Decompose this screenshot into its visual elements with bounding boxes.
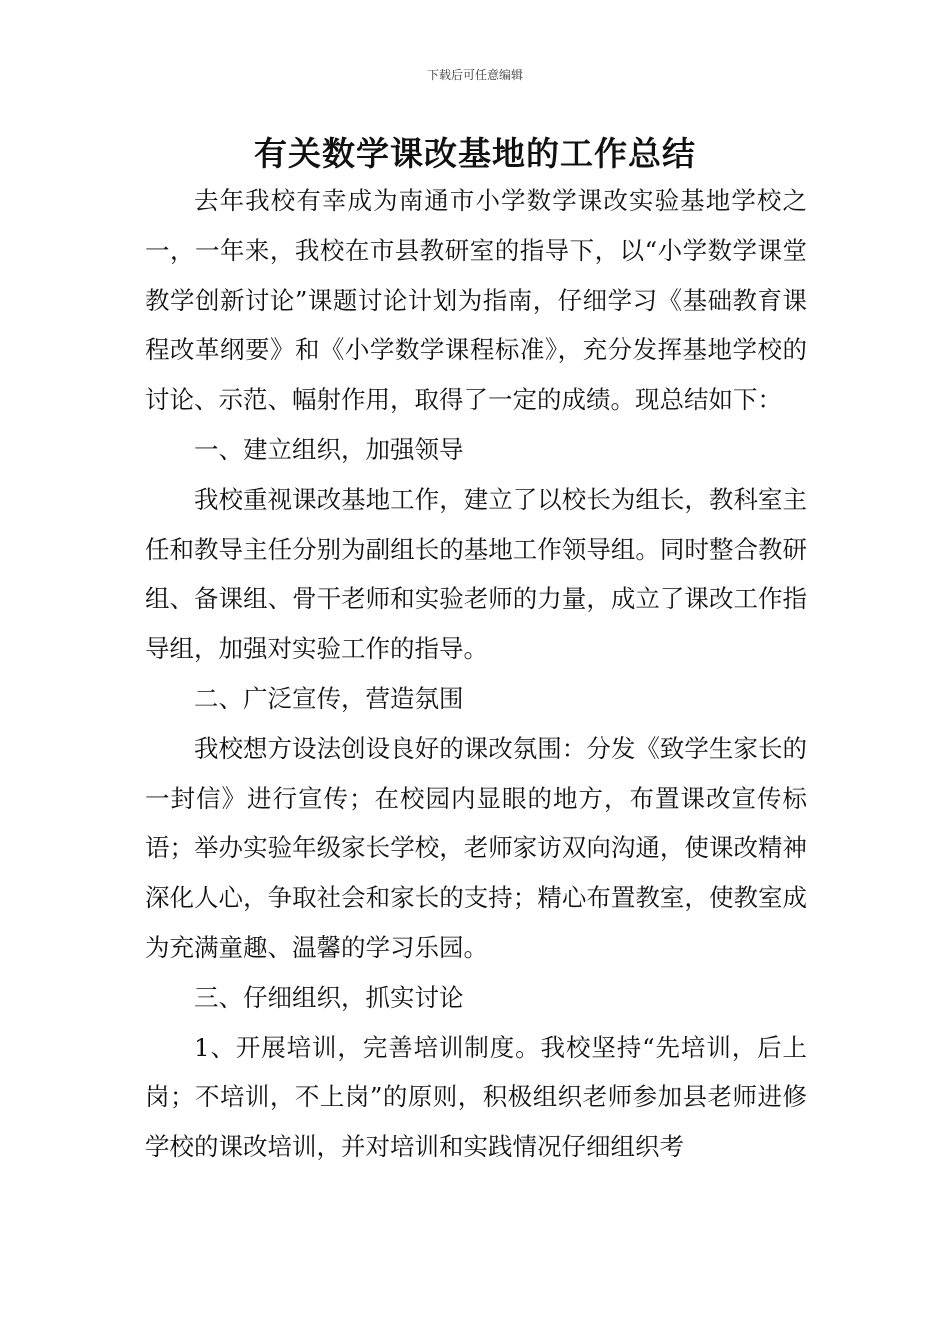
document-title: 有关数学课改基地的工作总结	[254, 134, 696, 173]
document-body	[145, 176, 807, 1172]
section-heading-2: 二、广泛宣传，营造氛围	[194, 683, 464, 713]
paragraph-section-2: 我校想方设法创设良好的课改氛围：分发《致学生家长的一封信》进行宣传；在校园内显眼的地方，布置课改宣传标语；举办实验年级家长学校，老师家访双向沟通，使课改精神深化人心，争取社会和家长的支持；精心布置教室，使教室成为充满童趣、温馨的学习乐园。	[145, 733, 807, 962]
paragraph-section-1: 我校重视课改基地工作，建立了以校长为组长，教科室主任和教导主任分别为副组长的基地工作领导组。同时整合教研组、备课组、骨干老师和实验老师的力量，成立了课改工作指导组，加强对实验工作的指导。	[145, 484, 807, 664]
paragraph-intro: 去年我校有幸成为南通市小学数学课改实验基地学校之一，一年来，我校在市县教研室的指导下，以“小学数学课堂教学创新讨论”课题讨论计划为指南，仔细学习《基础教育课程改革纲要》和《小学数学课程标准》，充分发挥基地学校的讨论、示范、幅射作用，取得了一定的成绩。现总结如下：	[145, 186, 807, 415]
section-heading-3: 三、仔细组织，抓实讨论	[194, 982, 464, 1012]
section-heading-1: 一、建立组织，加强领导	[194, 434, 464, 464]
header-note: 下载后可任意编辑	[426, 68, 523, 82]
paragraph-section-3-item-1: 1、开展培训，完善培训制度。我校坚持“先培训，后上岗；不培训，不上岗”的原则，积极组织老师参加县老师进修学校的课改培训，并对培训和实践情况仔细组织考	[145, 1032, 807, 1162]
